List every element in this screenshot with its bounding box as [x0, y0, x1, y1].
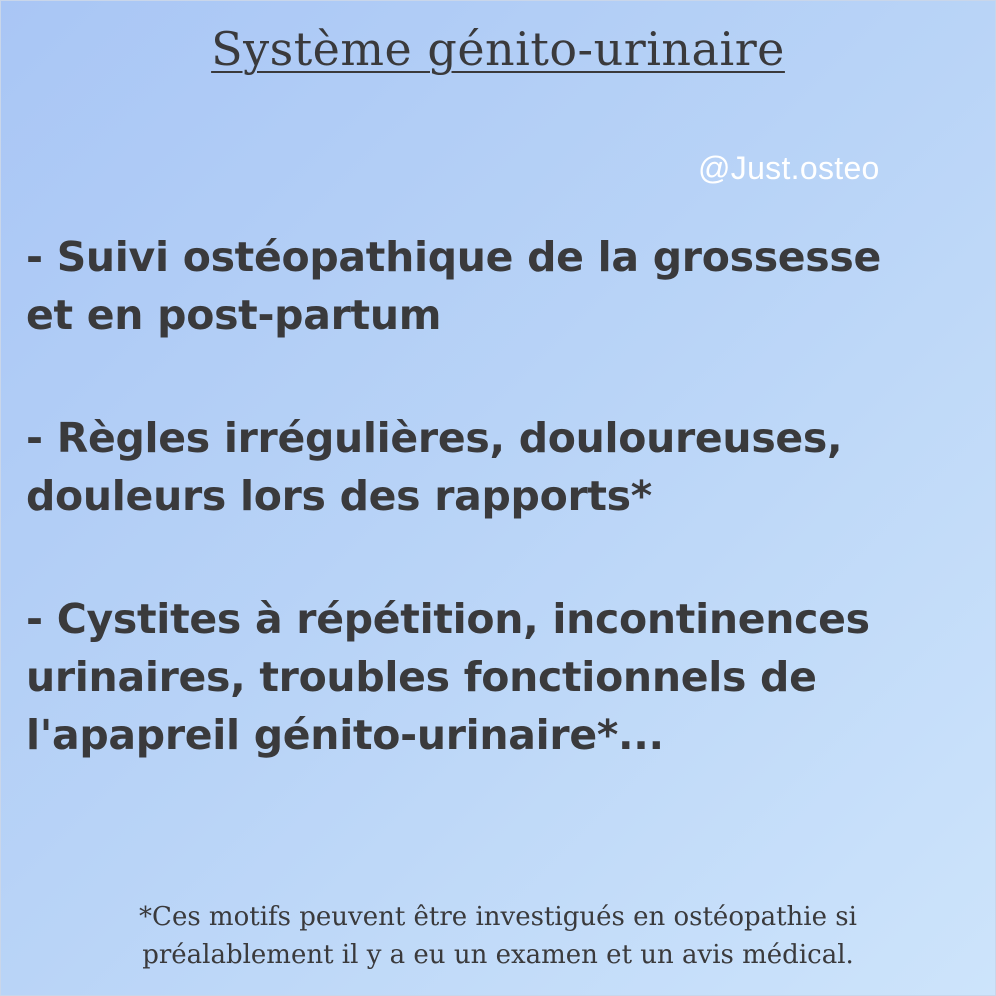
list-item-line: urinaires, troubles fonctionnels de [26, 653, 817, 701]
page-title: Système génito-urinaire [211, 22, 785, 76]
list-item-line: et en post-partum [26, 291, 442, 339]
list-item-line: douleurs lors des rapports* [26, 472, 652, 520]
list-item-line: l'apapreil génito-urinaire*... [26, 711, 664, 759]
list-item-regles [26, 409, 976, 525]
list-item-line: - Suivi ostéopathique de la grossesse [26, 233, 882, 281]
footnote [0, 898, 996, 974]
list-item-cystites [26, 590, 976, 764]
footnote-line: préalablement il y a eu un examen et un avis médical. [142, 940, 854, 970]
list-item-line: - Règles irrégulières, douloureuses, [26, 414, 843, 462]
motifs-list [26, 228, 976, 764]
social-handle: @Just.osteo [698, 150, 880, 186]
footnote-line: *Ces motifs peuvent être investigués en ostéopathie si [139, 902, 857, 932]
list-item-grossesse [26, 228, 976, 344]
list-item-line: - Cystites à répétition, incontinences [26, 595, 870, 643]
